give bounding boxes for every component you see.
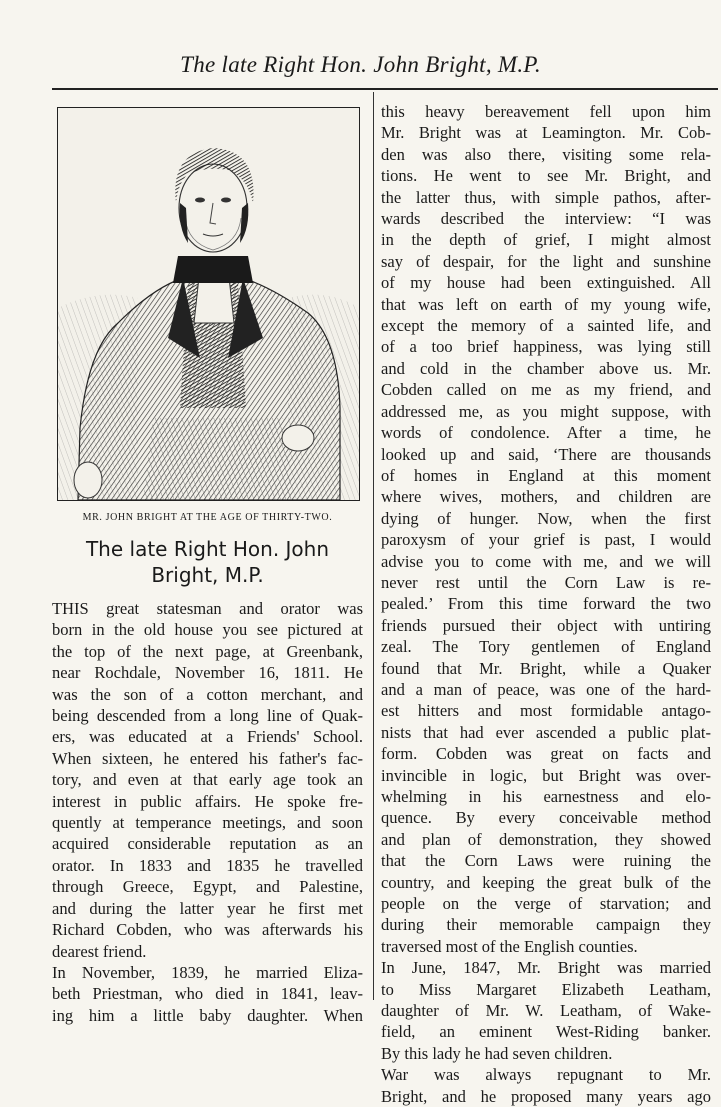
- text-line: form. Cobden was great on facts and: [381, 744, 711, 764]
- text-line: and during the latter year he first met: [52, 898, 363, 918]
- text-line: interest in public affairs. He spoke fre-: [52, 791, 363, 811]
- text-line: and a man of peace, was one of the hard-: [381, 679, 711, 699]
- text-line: friends pursued their object with untiring: [381, 615, 711, 635]
- text-line: found that Mr. Bright, while a Quaker: [381, 658, 711, 678]
- text-line: where wives, mothers, and children are: [381, 487, 711, 507]
- text-line: through Greece, Egypt, and Palestine,: [52, 877, 363, 897]
- text-line: est hitters and most formidable antago-: [381, 701, 711, 721]
- text-line: people on the verge of starvation; and: [381, 894, 711, 914]
- text-line: dearest friend.: [52, 941, 147, 961]
- text-line: and cold in the chamber above us. Mr.: [381, 358, 711, 378]
- text-line: ers, was educated at a Friends' School.: [52, 727, 363, 747]
- text-line: In June, 1847, Mr. Bright was married: [381, 958, 711, 978]
- article-title-line-1: The late Right Hon. John: [85, 537, 330, 561]
- article-title: [52, 536, 363, 588]
- text-line: the latter thus, with simple pathos, after-: [381, 187, 711, 207]
- text-line: zeal. The Tory gentlemen of England: [381, 637, 711, 657]
- portrait-engraving: [57, 107, 360, 501]
- portrait-illustration: [58, 108, 359, 500]
- text-line: By this lady he had seven children.: [381, 1043, 613, 1063]
- text-line: in the depth of grief, I might almost: [381, 230, 711, 250]
- text-line: field, an eminent West-Riding banker.: [381, 1022, 711, 1042]
- text-line: of my house had been extinguished. All: [381, 273, 711, 293]
- text-line: the top of the next page, at Greenbank,: [52, 641, 363, 661]
- text-line: of homes in England at this moment: [381, 465, 711, 485]
- text-line: was the son of a cotton merchant, and: [52, 684, 363, 704]
- text-line: nists that had ever ascended a public plat-: [381, 722, 711, 742]
- text-line: addressed me, as you might suppose, with: [381, 401, 711, 421]
- text-line: beth Priestman, who died in 1841, leav-: [52, 984, 363, 1004]
- text-line: quently at temperance meetings, and soon: [52, 813, 363, 833]
- text-line: When sixteen, he entered his father's fac-: [52, 748, 363, 768]
- text-line: pealed.’ From this time forward the two: [381, 594, 711, 614]
- text-line: War was always repugnant to Mr.: [381, 1065, 711, 1085]
- text-line: Cobden called on me as my friend, and: [381, 380, 711, 400]
- text-line: looked up and said, ‘There are thousands: [381, 444, 711, 464]
- text-line: advise you to come with me, and we will: [381, 551, 711, 571]
- text-line: born in the old house you see pictured at: [52, 620, 363, 640]
- text-line: being descended from a long line of Quak-: [52, 706, 363, 726]
- article-title-line-2: Bright, M.P.: [151, 563, 264, 587]
- text-line: wards described the interview: “I was: [381, 209, 711, 229]
- text-line: during their memorable campaign they: [381, 915, 711, 935]
- text-line: den was also there, visiting some rela-: [381, 144, 711, 164]
- text-line: Richard Cobden, who was afterwards his: [52, 920, 363, 940]
- text-line: Mr. Bright was at Leamington. Mr. Cob-: [381, 123, 711, 143]
- column-divider: [373, 92, 374, 1000]
- text-line: orator. In 1833 and 1835 he travelled: [52, 855, 363, 875]
- text-line: tory, and even at that early age took an: [52, 770, 363, 790]
- text-line: ing him a little baby daughter. When: [52, 1005, 363, 1025]
- text-line: traversed most of the English counties.: [381, 936, 638, 956]
- portrait-caption: MR. JOHN BRIGHT AT THE AGE OF THIRTY-TWO.: [82, 512, 333, 523]
- text-line: paroxysm of your grief is past, I would: [381, 530, 711, 550]
- left-column-text: [52, 598, 363, 1026]
- text-line: whelming in his earnestness and elo-: [381, 787, 711, 806]
- right-column-text: [381, 101, 711, 1107]
- text-line: tions. He went to see Mr. Bright, and: [381, 166, 711, 186]
- text-line: and plan of demonstration, they showed: [381, 829, 711, 849]
- text-line: daughter of Mr. W. Leatham, of Wake-: [381, 1001, 711, 1021]
- text-line: In November, 1839, he married Eliza-: [52, 962, 363, 982]
- text-line: words of condolence. After a time, he: [381, 423, 711, 443]
- text-line: THIS great statesman and orator was: [52, 599, 363, 618]
- text-line: invincible in logic, but Bright was over-: [381, 765, 711, 785]
- text-line: near Rochdale, November 16, 1811. He: [52, 663, 363, 683]
- text-line: that was left on earth of my young wife,: [381, 294, 711, 314]
- text-line: of a too brief happiness, was lying still: [381, 337, 711, 357]
- text-line: this heavy bereavement fell upon him: [381, 102, 711, 121]
- running-header: The late Right Hon. John Bright, M.P.: [180, 52, 541, 77]
- header-rule: [52, 88, 718, 90]
- text-line: quence. By every conceivable method: [381, 808, 711, 828]
- text-line: except the memory of a sainted life, and: [381, 316, 711, 336]
- text-line: country, and keeping the great bulk of the: [381, 872, 711, 892]
- text-line: to Miss Margaret Elizabeth Leatham,: [381, 979, 711, 999]
- text-line: dying of hunger. Now, when the first: [381, 508, 711, 528]
- text-line: never rest until the Corn Law is re-: [381, 572, 711, 592]
- text-line: that the Corn Laws were ruining the: [381, 851, 711, 871]
- text-line: Bright, and he proposed many years ago: [381, 1086, 711, 1106]
- text-line: say of despair, for the light and sunshine: [381, 251, 711, 271]
- text-line: acquired considerable reputation as an: [52, 834, 363, 854]
